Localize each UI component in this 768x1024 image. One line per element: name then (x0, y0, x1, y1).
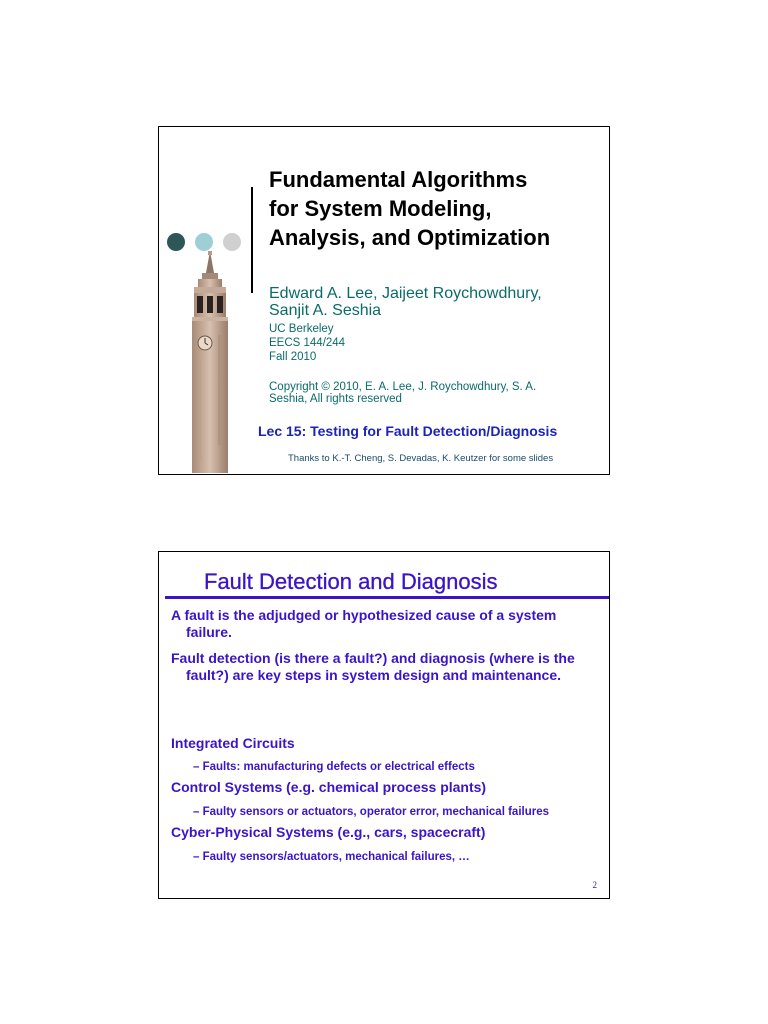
presentation-title: Fundamental Algorithms for System Modeling, Analysis, and Optimization (269, 167, 551, 250)
heading-underline (165, 596, 609, 599)
lecture-title: Lec 15: Testing for Fault Detection/Diagnosis (258, 423, 558, 439)
cps-sub-bullet: – Faulty sensors/actuators, mechanical failures, … (193, 851, 470, 863)
page-number: 2 (592, 880, 597, 890)
light-teal-dot (195, 233, 213, 251)
university: UC Berkeley (269, 323, 334, 335)
content-slide (158, 551, 610, 899)
acknowledgements: Thanks to K.-T. Cheng, S. Devadas, K. Keutzer for some slides (288, 453, 554, 464)
fault-definition: A fault is the adjudged or hypothesized cause of a system failure. (171, 607, 557, 640)
control-systems-sub-bullet: – Faulty sensors or actuators, operator error, mechanical failures (193, 806, 549, 818)
gray-dot (223, 233, 241, 251)
title-slide (158, 126, 610, 475)
course-info (269, 322, 345, 364)
term: Fall 2010 (269, 351, 317, 363)
authors: Edward A. Lee, Jaijeet Roychowdhury, Sanjit A. Seshia (269, 285, 542, 319)
control-systems-heading: Control Systems (e.g. chemical process plants) (171, 779, 487, 795)
cps-heading: Cyber-Physical Systems (e.g., cars, spacecraft) (171, 824, 486, 840)
course-code: EECS 144/244 (269, 337, 346, 349)
vertical-divider (251, 187, 253, 293)
copyright-notice: Copyright © 2010, E. A. Lee, J. Roychowdhury, S. A. Seshia, All rights reserved (269, 381, 537, 405)
detection-diagnosis-statement: Fault detection (is there a fault?) and diagnosis (where is the fault?) are key steps in system design and maintenance. (171, 650, 575, 683)
campanile-tower-image (184, 251, 236, 473)
slide-heading: Fault Detection and Diagnosis (204, 569, 498, 594)
ic-heading: Integrated Circuits (171, 735, 295, 751)
ic-sub-bullet: – Faults: manufacturing defects or electrical effects (193, 761, 475, 773)
dark-teal-dot (167, 233, 185, 251)
